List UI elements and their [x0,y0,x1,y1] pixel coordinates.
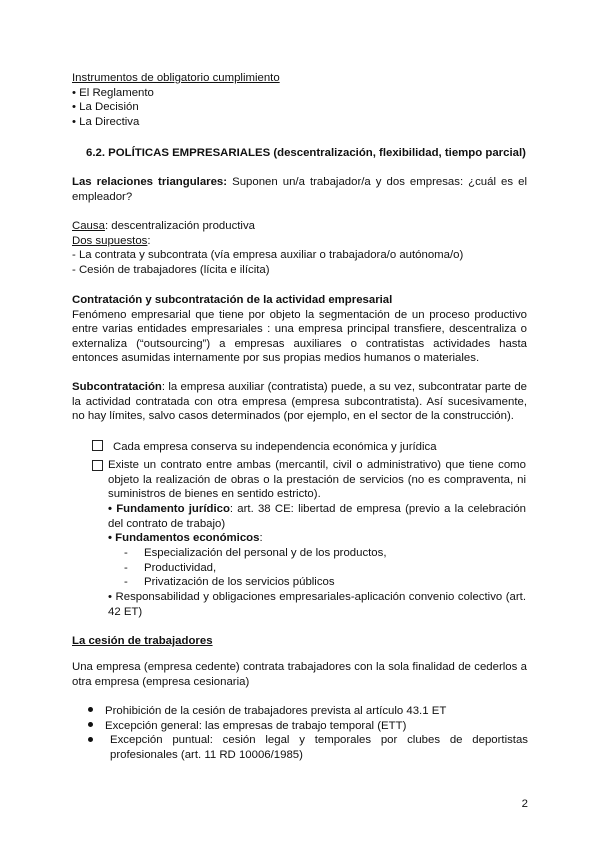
cesion-heading: La cesión de trabajadores [72,635,213,647]
supuesto-item: - Cesión de trabajadores (lícita e ilícita) [72,263,270,276]
instrument-item: • El Reglamento [72,86,154,99]
checklist-item-1 [92,440,532,455]
responsabilidad: • Responsabilidad y obligaciones empresariales-aplicación convenio colectivo (art. 42 ET) [108,591,526,618]
instruments-heading: Instrumentos de obligatorio cumplimiento [72,72,280,84]
fundamento-juridico-label: • Fundamento jurídico [108,503,230,515]
page-number: 2 [521,798,528,810]
supuesto-item: - La contrata y subcontrata (vía empresa auxiliar o trabajadora/o autónoma/o) [72,249,464,262]
bullet-icon [88,737,93,742]
economico-item: Productividad, [144,561,217,574]
fundamentos-economicos-label: • Fundamentos económicos [108,532,260,544]
fundamento-juridico-text: : art. 38 CE: libertad de empresa (previo a la celebración del contrato de trabajo) [108,503,526,530]
checkbox-icon [92,440,103,451]
causa-label: Causa [72,220,105,232]
cesion-bullet: Excepción general: las empresas de trabajo temporal (ETT) [88,719,528,734]
subcontratacion-text: : la empresa auxiliar (contratista) puede, a su vez, subcontratar parte de la actividad contratada con otra empresa (empresa subcontratista). Así sucesivamente, no hay límites, salvo casos determinados (por ejemplo, en el sector de la construcción). [72,381,527,423]
economico-item: Especialización del personal y de los productos, [144,547,387,559]
supuestos-label: Dos supuestos [72,234,148,247]
fundamento-juridico [108,502,526,531]
cesion-bullets [88,704,528,762]
instrument-item: • La Decisión [72,101,139,114]
subcontratacion-paragraph [72,380,527,424]
cesion-bullet: Excepción puntual: cesión legal y temporales por clubes de deportistas profesionales (art. 11 RD 10006/1985) [88,733,528,762]
causa-block [72,219,527,277]
contratacion-block [72,293,527,366]
triangular-text: Suponen un/a trabajador/a y dos empresas: ¿cuál es el empleador? [72,176,527,203]
subcontratacion-label: Subcontratación [72,381,162,393]
bullet-icon [88,722,93,727]
section-title: 6.2. POLÍTICAS EMPRESARIALES (descentralización, flexibilidad, tiempo parcial) [86,147,526,159]
instrument-item: • La Directiva [72,115,140,128]
supuestos-suffix: : [147,234,151,247]
fundamentos-economicos [108,531,526,546]
triangular-paragraph [72,175,527,204]
checklist-text: Cada empresa conserva su independencia económica y jurídica [113,441,437,453]
bullet-icon [88,707,93,712]
causa-text: : descentralización productiva [104,220,255,232]
economicos-list: - Especialización del personal y de los productos, - Productividad, - Privatización de los servicios públicos [124,547,387,589]
triangular-label: Las relaciones triangulares: [72,176,228,188]
economico-item: Privatización de los servicios públicos [144,576,335,589]
instruments-block [72,71,527,129]
contratacion-text: Fenómeno empresarial que tiene por objeto la segmentación de un proceso productivo entre varias entidades empresariales : una empresa principal transfiere, descentraliza o externaliza (“outsourcing”) a empresas auxiliares o contratistas actividades hasta entonces asumidas internamente por sus propias medios humanos o materiales. [72,308,527,365]
fundamentos-economicos-suffix: : [259,532,263,544]
contratacion-heading: Contratación y subcontratación de la actividad empresarial [72,294,393,306]
checklist-item-2 [92,458,532,502]
cesion-intro: Una empresa (empresa cedente) contrata trabajadores con la sola finalidad de cederlos a otra empresa (empresa cesionaria) [72,661,527,688]
cesion-bullet: Prohibición de la cesión de trabajadores prevista al artículo 43.1 ET [88,704,528,719]
checklist-text: Existe un contrato entre ambas (mercantil, civil o administrativo) que tiene como objeto la realización de obras o la prestación de servicios (no es compraventa, ni suministros de bienes en sentido estricto). [108,459,526,501]
checkbox-icon [92,460,103,471]
